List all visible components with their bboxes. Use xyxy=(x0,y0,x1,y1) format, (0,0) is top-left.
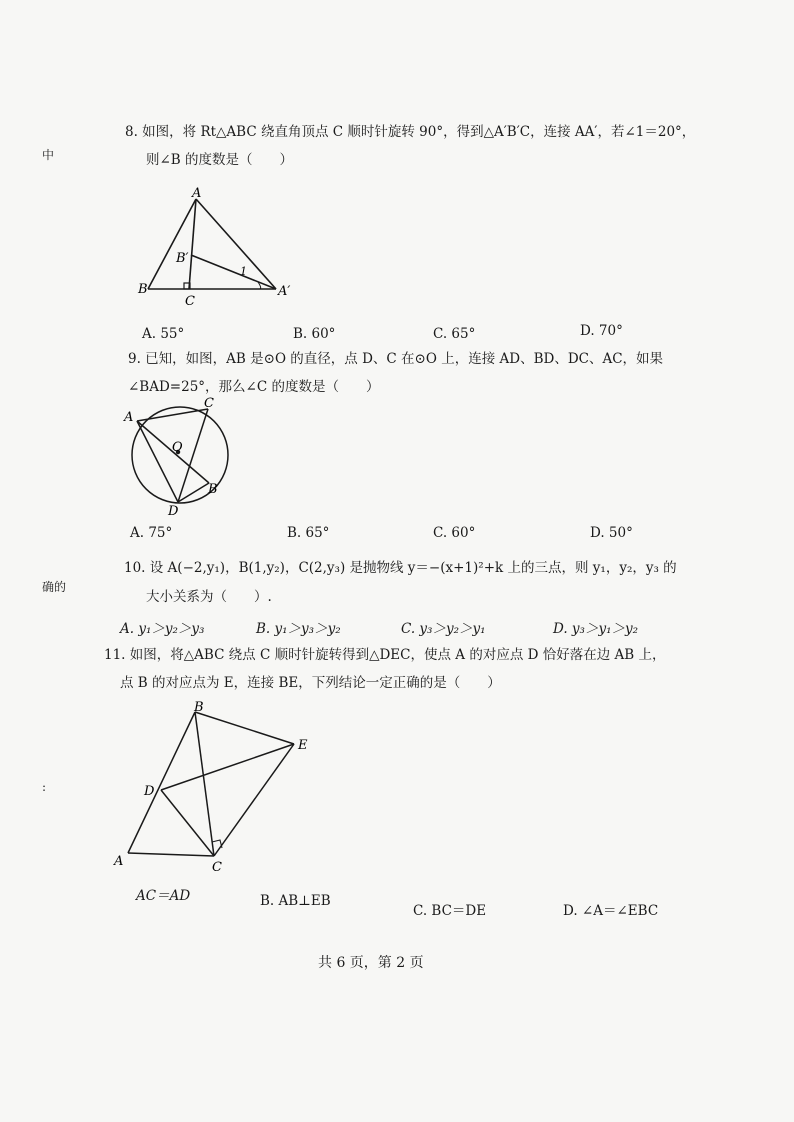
q10-option-d: D. y₃＞y₁＞y₂ xyxy=(553,621,639,637)
q8-option-a: A. 55° xyxy=(142,326,185,342)
q9-option-c: C. 60° xyxy=(433,525,476,541)
q10-option-c: C. y₃＞y₂＞y₁ xyxy=(401,621,486,637)
margin-mark-2: 确的 xyxy=(42,580,67,594)
q8-figure xyxy=(130,185,300,310)
q11-figure xyxy=(108,695,328,875)
q8-label-angle1: 1 xyxy=(240,265,247,278)
q9-label-C: C xyxy=(204,396,214,411)
q11-stem-line1: 11. 如图，将△ABC 绕点 C 顺时针旋转得到△DEC，使点 A 的对应点 D 恰好落在边 AB 上， xyxy=(104,647,666,663)
q8-label-A: A xyxy=(192,186,202,201)
q9-label-D: D xyxy=(168,504,179,519)
q8-label-Bprime: B′ xyxy=(176,251,189,266)
page-footer: 共 6 页，第 2 页 xyxy=(318,955,424,971)
q11-label-B: B xyxy=(194,700,204,715)
q11-option-d: D. ∠A＝∠EBC xyxy=(563,903,659,919)
q10-stem-line2: 大小关系为（ ）. xyxy=(146,589,272,605)
q8-option-c: C. 65° xyxy=(433,326,476,342)
q10-option-a: A. y₁＞y₂＞y₃ xyxy=(120,621,205,637)
q8-stem-line1: 8. 如图，将 Rt△ABC 绕直角顶点 C 顺时针旋转 90°，得到△A′B′C，连接 AA′，若∠1＝20°， xyxy=(125,124,696,140)
q11-option-b: B. AB⊥EB xyxy=(260,893,331,909)
q10-option-b: B. y₁＞y₃＞y₂ xyxy=(256,621,341,637)
q9-label-A: A xyxy=(124,410,134,425)
q9-option-d: D. 50° xyxy=(590,525,633,541)
q8-stem-line2: 则∠B 的度数是（ ） xyxy=(146,152,294,168)
q9-option-a: A. 75° xyxy=(130,525,173,541)
q11-stem-line2: 点 B 的对应点为 E，连接 BE，下列结论一定正确的是（ ） xyxy=(120,675,501,691)
q9-label-O: O xyxy=(172,440,183,455)
q9-label-B: B xyxy=(208,482,218,497)
q9-option-b: B. 65° xyxy=(287,525,330,541)
margin-mark-3: : xyxy=(42,780,47,794)
q8-option-d: D. 70° xyxy=(580,323,623,339)
q11-label-E: E xyxy=(298,738,308,753)
q11-label-A: A xyxy=(114,854,124,869)
q9-stem-line1: 9. 已知，如图，AB 是⊙O 的直径，点 D、C 在⊙O 上，连接 AD、BD、DC、AC，如果 xyxy=(128,351,664,367)
q8-label-B: B xyxy=(138,282,148,297)
q11-option-a: AC＝AD xyxy=(136,888,191,904)
q9-stem-line2: ∠BAD=25°，那么∠C 的度数是（ ） xyxy=(128,379,380,395)
q11-option-c: C. BC＝DE xyxy=(413,903,487,919)
q11-label-C: C xyxy=(212,860,222,875)
margin-mark-1: 中 xyxy=(42,148,55,162)
q8-label-Aprime: A′ xyxy=(278,284,291,299)
q9-figure xyxy=(118,395,238,520)
q8-option-b: B. 60° xyxy=(293,326,336,342)
q11-label-D: D xyxy=(144,784,155,799)
q10-stem-line1: 10. 设 A(−2,y₁)，B(1,y₂)，C(2,y₃) 是抛物线 y＝−(x+1)²+k 上的三点，则 y₁，y₂，y₃ 的 xyxy=(124,560,677,576)
q8-label-C: C xyxy=(185,294,195,309)
